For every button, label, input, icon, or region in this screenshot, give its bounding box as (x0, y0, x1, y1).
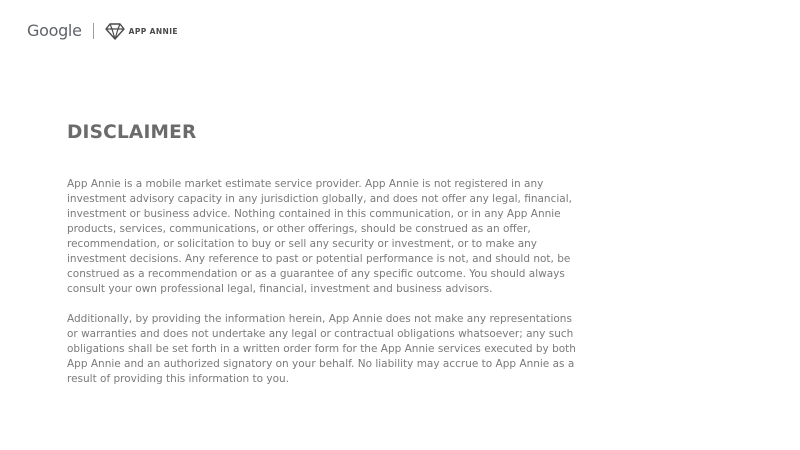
page-title: DISCLAIMER (67, 122, 197, 143)
google-logo: Google (27, 21, 82, 40)
logo-divider (93, 23, 94, 39)
header-logos (27, 20, 178, 42)
app-annie-diamond-icon (105, 23, 125, 40)
disclaimer-paragraph: Additionally, by providing the information herein, App Annie does not make any representations or warranties and does not undertake any legal or contractual obligations whatsoever; any such obligations shall be set forth in a written order form for the App Annie services executed by both App Annie and an authorized signatory on your behalf. No liability may accrue to App Annie as a result of providing this information to you. (67, 313, 576, 385)
disclaimer-body (67, 177, 582, 402)
app-annie-logo-text: APP ANNIE (128, 26, 178, 36)
disclaimer-paragraph: App Annie is a mobile market estimate service provider. App Annie is not registered in any investment advisory capacity in any jurisdiction globally, and does not offer any legal, financial, investment or business advice. Nothing contained in this communication, or in any App Annie products, services, communications, or other offerings, should be construed as an offer, recommendation, or solicitation to buy or sell any security or investment, or to make any investment decisions. Any reference to past or potential performance is not, and should not, be construed as a recommendation or as a guarantee of any specific outcome. You should always consult your own professional legal, financial, investment and business advisors. (67, 178, 572, 295)
